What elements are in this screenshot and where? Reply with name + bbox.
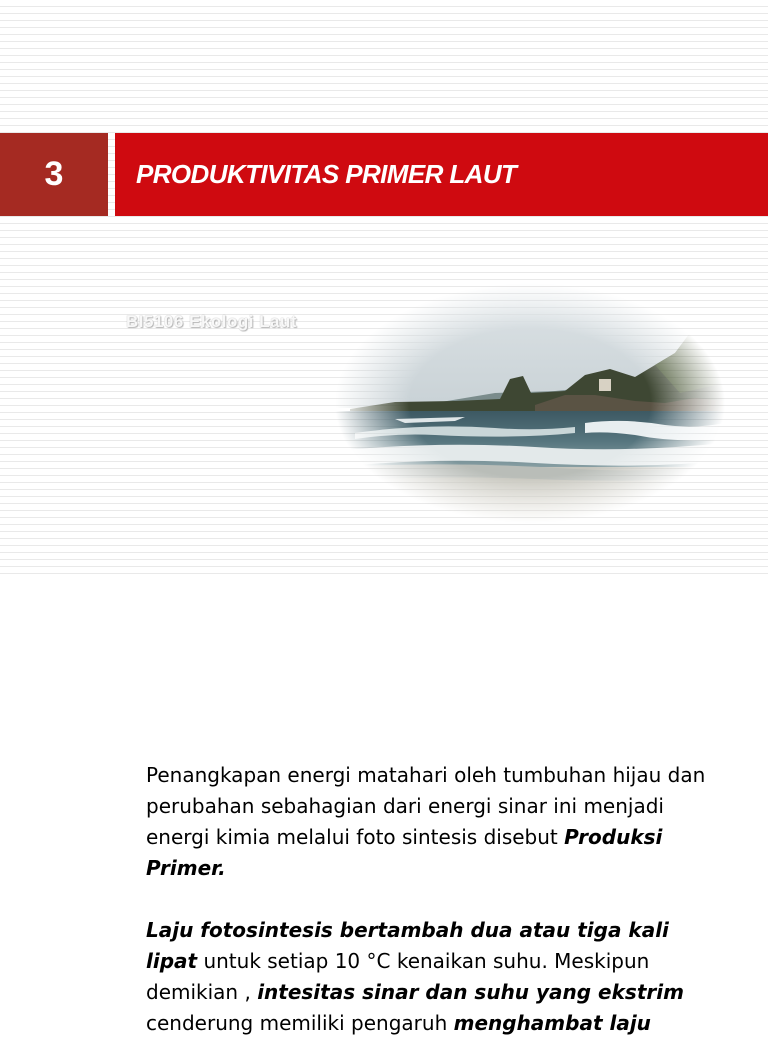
- seascape-image: [335, 283, 725, 523]
- p1-term: Produksi Primer.: [146, 825, 663, 880]
- paragraph-temperature: [146, 915, 706, 1039]
- slide-number-box: [0, 133, 108, 216]
- slide-title: PRODUKTIVITAS PRIMER LAUT: [136, 159, 517, 189]
- body-text: [146, 760, 706, 1039]
- paragraph-definition: [146, 760, 706, 884]
- p1-text: Penangkapan energi matahari oleh tumbuhan hijau dan perubahan sebahagian dari energi sinar ini menjadi energi kimia melalui foto sintesis disebut: [146, 763, 706, 849]
- p2-emph-1: Laju fotosintesis bertambah dua atau tiga kali lipat: [146, 918, 669, 973]
- title-bar: [115, 133, 768, 216]
- slide-number: 3: [44, 155, 64, 193]
- p2-emph-2: intesitas sinar dan suhu yang ekstrim: [257, 980, 684, 1004]
- p2-text-1: untuk setiap 10 °C kenaikan suhu. Meskipun demikian ,: [146, 949, 650, 1004]
- course-label: BI5106 Ekologi Laut: [126, 312, 298, 331]
- p2-emph-3: menghambat laju: [453, 1011, 651, 1035]
- p2-text-2: cenderung memiliki pengaruh: [146, 1011, 454, 1035]
- coastline-photo: [335, 283, 725, 523]
